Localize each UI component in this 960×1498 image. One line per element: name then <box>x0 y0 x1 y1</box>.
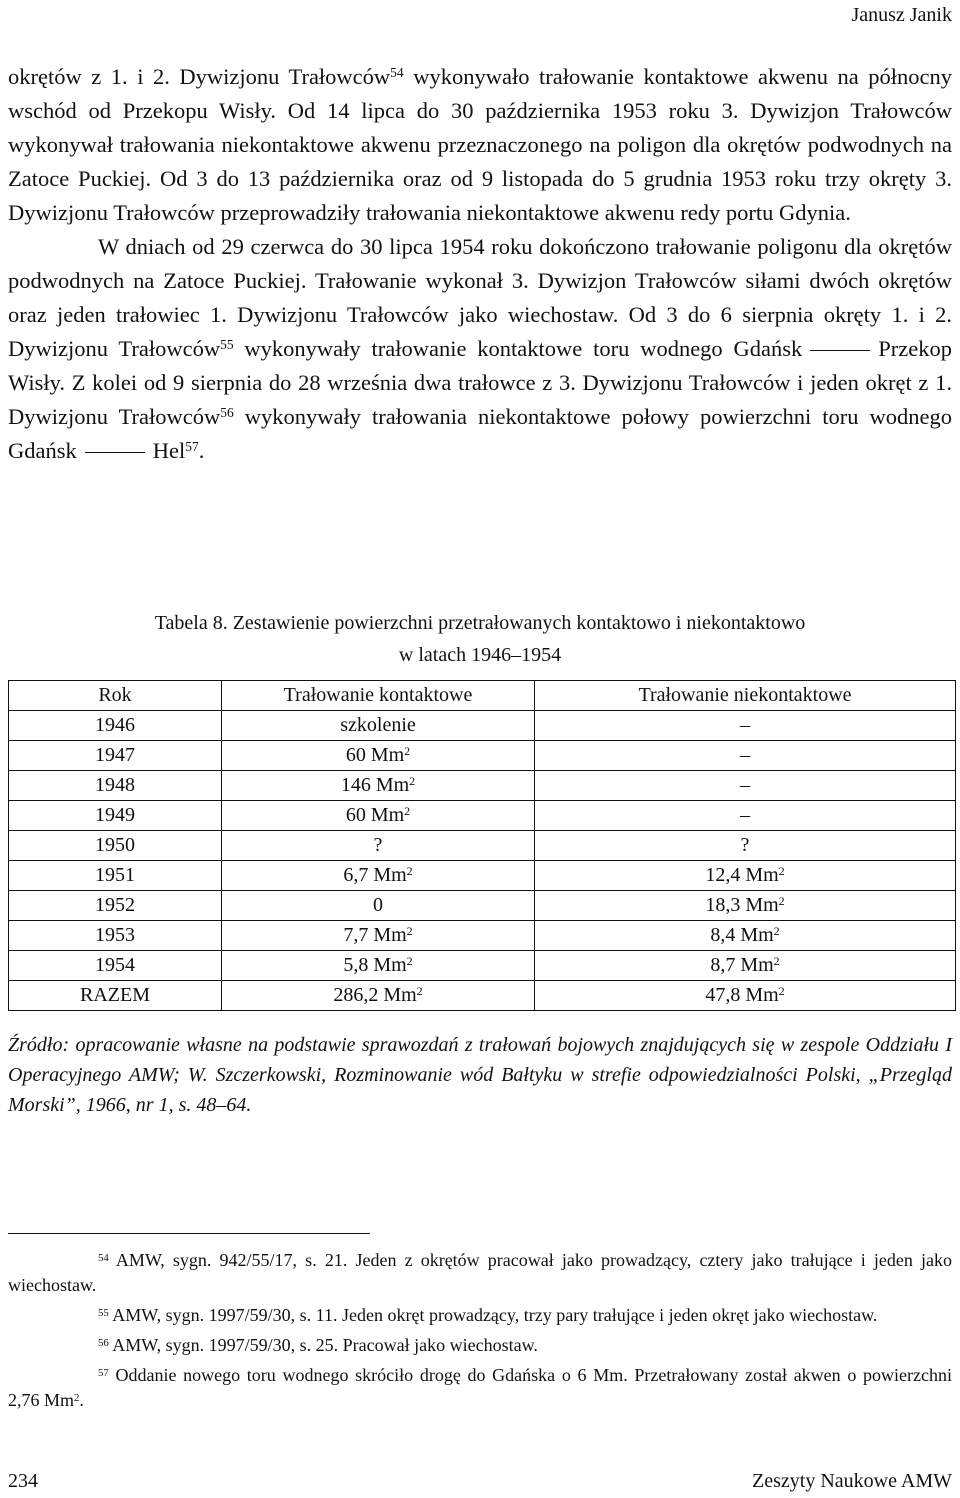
footnote-57 <box>8 1363 952 1413</box>
footnote-number: 57 <box>98 1366 109 1379</box>
contact-cell <box>222 741 535 771</box>
paragraph-2-text-d: wykonywały trałowania niekontaktowe połowy powierzchni toru wodnego Gdańsk <box>8 404 953 463</box>
contact-cell-value: 5,8 Mm <box>343 954 407 976</box>
unit-superscript: 2 <box>773 954 780 968</box>
contact-cell <box>222 981 535 1011</box>
year-cell <box>9 801 222 831</box>
contact-cell-value: 146 Mm <box>340 774 410 796</box>
noncontact-cell-value: – <box>740 744 750 766</box>
noncontact-cell <box>535 951 956 981</box>
contact-cell <box>222 801 535 831</box>
year-cell <box>9 921 222 951</box>
table-header-row <box>9 681 956 711</box>
year-cell <box>9 771 222 801</box>
sweeping-area-table <box>8 680 956 1011</box>
noncontact-cell-value: 18,3 Mm <box>705 894 779 916</box>
table-caption <box>0 607 960 671</box>
footnote-number: 54 <box>98 1251 109 1264</box>
unit-superscript: 2 <box>778 894 785 908</box>
table-caption-line-1: Tabela 8. Zestawienie powierzchni przetrałowanych kontaktowo i niekontaktowo <box>154 612 806 634</box>
table-row <box>9 981 956 1011</box>
table-source-note: Źródło: opracowanie własne na podstawie sprawozdań z trałowań bojowych znajdujących się w zespole Oddziału I Operacyjnego AMW; W. Szczerkowski, Rozminowanie wód Bałtyku w strefie odpowiedzialności Polski, „Przegląd Morski”, 1966, nr 1, s. 48–64. <box>8 1034 952 1116</box>
unit-superscript: 2 <box>404 744 411 758</box>
footnote-number: 55 <box>98 1306 109 1319</box>
noncontact-cell-value: 8,4 Mm <box>710 924 774 946</box>
paragraph-2-text-e: Hel <box>152 438 186 463</box>
year-cell <box>9 951 222 981</box>
year-cell <box>9 981 222 1011</box>
em-dash-line <box>85 452 145 453</box>
year-cell <box>9 891 222 921</box>
contact-cell-value: 7,7 Mm <box>343 924 407 946</box>
footnotes <box>8 1248 952 1418</box>
table-body <box>9 711 956 1011</box>
noncontact-cell-value: – <box>740 804 750 826</box>
paragraph-2-text-b: wykonywały trałowanie kontaktowe toru wodnego Gdańsk <box>233 336 803 361</box>
year-cell-value: RAZEM <box>80 984 150 1006</box>
footnote-ref-57[interactable]: 57 <box>185 439 199 455</box>
footnote-ref-54[interactable]: 54 <box>390 65 404 81</box>
contact-cell <box>222 711 535 741</box>
contact-cell-value: 60 Mm <box>345 744 405 766</box>
year-cell <box>9 711 222 741</box>
unit-superscript: 2 <box>406 864 413 878</box>
noncontact-cell-value: 12,4 Mm <box>705 864 779 886</box>
year-cell-value: 1952 <box>95 894 135 916</box>
table-row <box>9 861 956 891</box>
table-caption-line-2: w latach 1946–1954 <box>398 644 562 666</box>
table-row <box>9 891 956 921</box>
noncontact-cell-value: 47,8 Mm <box>705 984 779 1006</box>
noncontact-cell <box>535 771 956 801</box>
noncontact-cell-value: – <box>740 714 750 736</box>
contact-cell-value: 6,7 Mm <box>343 864 407 886</box>
year-cell <box>9 861 222 891</box>
unit-superscript: 2 <box>778 984 785 998</box>
noncontact-cell <box>535 921 956 951</box>
footnote-separator <box>8 1233 370 1234</box>
footnote-text: AMW, sygn. 1997/59/30, s. 25. Pracował jako wiechostaw. <box>108 1335 538 1355</box>
body-text <box>8 60 952 468</box>
contact-cell-value: ? <box>373 834 383 856</box>
contact-cell-value: 0 <box>373 894 383 916</box>
footnote-56 <box>8 1333 952 1358</box>
noncontact-cell <box>535 801 956 831</box>
table-row <box>9 801 956 831</box>
contact-cell-value: szkolenie <box>340 714 416 736</box>
unit-superscript: 2 <box>778 864 785 878</box>
year-cell-value: 1949 <box>95 804 135 826</box>
contact-cell <box>222 921 535 951</box>
paragraph-1-text-b: wykonywało trałowanie kontaktowe akwenu na północny wschód od Przekopu Wisły. Od 14 lipca do 30 października 1953 roku 3. Dywizjon Trałowców wykonywał trałowania niekontaktowe akwenu przeznaczonego na poligon dla okrętów podwodnych na Zatoce Puckiej. Od 3 do 13 października oraz od 9 listopada do 5 grudnia 1953 roku trzy okręty 3. Dywizjonu Trałowców przeprowadziły trałowania niekontaktowe akwenu redy portu Gdynia. <box>8 64 952 225</box>
year-cell-value: 1954 <box>95 954 135 976</box>
table-row <box>9 831 956 861</box>
noncontact-cell-value: – <box>740 774 750 796</box>
noncontact-cell-value: 8,7 Mm <box>710 954 774 976</box>
noncontact-cell <box>535 861 956 891</box>
footnote-text: AMW, sygn. 1997/59/30, s. 11. Jeden okręt prowadzący, trzy pary trałujące i jeden okręt jako wiechostaw. <box>108 1305 878 1325</box>
header-year: Rok <box>9 681 222 711</box>
unit-superscript: 2 <box>404 804 411 818</box>
noncontact-cell <box>535 891 956 921</box>
unit-superscript: 2 <box>416 984 423 998</box>
footnote-text: Oddanie nowego toru wodnego skróciło drogę do Gdańska o 6 Mm. Przetrałowany został akwen o powierzchni 2,76 Mm <box>8 1365 952 1410</box>
footnote-number: 56 <box>98 1336 109 1349</box>
unit-superscript: 2 <box>406 954 413 968</box>
footnote-ref-56[interactable]: 56 <box>220 405 234 421</box>
year-cell-value: 1946 <box>95 714 135 736</box>
table-row <box>9 921 956 951</box>
noncontact-cell <box>535 981 956 1011</box>
paragraph-1 <box>8 60 952 230</box>
year-cell-value: 1953 <box>95 924 135 946</box>
table-row <box>9 741 956 771</box>
noncontact-cell <box>535 711 956 741</box>
noncontact-cell <box>535 741 956 771</box>
footnote-ref-55[interactable]: 55 <box>220 337 234 353</box>
unit-superscript: 2 <box>409 774 416 788</box>
page-number: 234 <box>8 1470 38 1492</box>
noncontact-cell-value: ? <box>740 834 750 856</box>
em-dash-line <box>810 350 870 351</box>
paragraph-2 <box>8 230 952 468</box>
running-header-author: Janusz Janik <box>851 4 952 26</box>
year-cell-value: 1947 <box>95 744 135 766</box>
contact-cell-value: 60 Mm <box>345 804 405 826</box>
header-contact-sweeping: Trałowanie kontaktowe <box>222 681 535 711</box>
contact-cell <box>222 771 535 801</box>
paragraph-1-text-a: okrętów z 1. i 2. Dywizjonu Trałowców <box>8 64 391 89</box>
noncontact-cell <box>535 831 956 861</box>
footnote-55 <box>8 1303 952 1328</box>
year-cell <box>9 741 222 771</box>
running-footer-journal: Zeszyty Naukowe AMW <box>752 1470 952 1492</box>
unit-superscript: 2 <box>74 1391 80 1404</box>
header-noncontact-sweeping: Trałowanie niekontaktowe <box>535 681 956 711</box>
table-row <box>9 771 956 801</box>
unit-superscript: 2 <box>406 924 413 938</box>
table-row <box>9 951 956 981</box>
contact-cell <box>222 951 535 981</box>
table-row <box>9 711 956 741</box>
unit-superscript: 2 <box>773 924 780 938</box>
footnote-text: AMW, sygn. 942/55/17, s. 21. Jeden z okrętów pracował jako prowadzący, cztery jako trałujące i jeden jako wiechostaw. <box>8 1250 952 1295</box>
year-cell <box>9 831 222 861</box>
paragraph-2-text-f: . <box>198 438 205 463</box>
year-cell-value: 1951 <box>95 864 135 886</box>
contact-cell <box>222 891 535 921</box>
contact-cell <box>222 831 535 861</box>
contact-cell-value: 286,2 Mm <box>333 984 417 1006</box>
paragraph-2-text-a: W dniach od 29 czerwca do 30 lipca 1954 roku dokończono trałowanie poligonu dla okrętów podwodnych na Zatoce Puckiej. Trałowanie wykonał 3. Dywizjon Trałowców siłami dwóch okrętów oraz jeden trałowiec 1. Dywizjonu Trałowców jako wiechostaw. Od 3 do 6 sierpnia okręty 1. i 2. Dywizjonu Trałowców <box>8 234 952 361</box>
footnote-54 <box>8 1248 952 1298</box>
year-cell-value: 1948 <box>95 774 135 796</box>
year-cell-value: 1950 <box>95 834 135 856</box>
footnote-end: . <box>79 1390 84 1410</box>
paragraph-2-text-c: Przekop Wisły. Z kolei od 9 sierpnia do 28 września dwa trałowce z 3. Dywizjonu Trałowców i jeden okręt z 1. Dywizjonu Trałowców <box>8 336 952 429</box>
contact-cell <box>222 861 535 891</box>
